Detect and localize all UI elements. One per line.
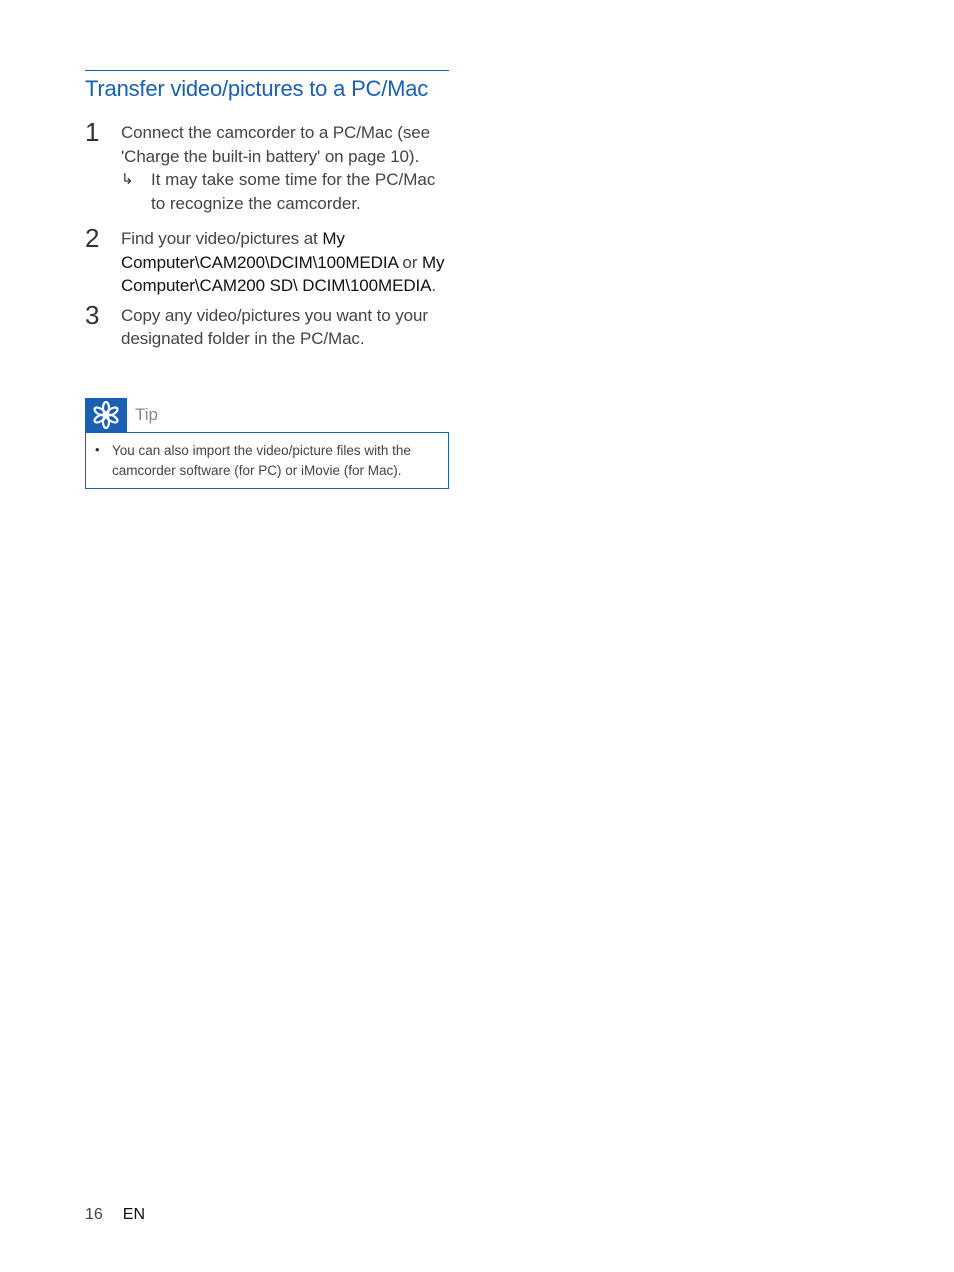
step-2 (85, 223, 449, 298)
result-arrow-icon: ↳ (121, 171, 134, 188)
section-title: Transfer video/pictures to a PC/Mac (85, 76, 429, 101)
step-text-part: or (397, 252, 422, 272)
page-footer (85, 1206, 145, 1224)
asterisk-icon (85, 398, 127, 432)
language-code: EN (122, 1206, 146, 1223)
result-text: It may take some time for the PC/Mac to recognize the camcorder. (151, 170, 436, 213)
bullet-icon: • (95, 442, 100, 457)
tip-body (85, 432, 449, 489)
tip-label: Tip (135, 405, 158, 424)
step-number: 1 (85, 117, 100, 147)
folder-path-internal: My Computer\CAM200\DCIM\100MEDIA (121, 229, 398, 272)
step-text (121, 227, 449, 298)
step-text-part: Find your video/pictures at (121, 229, 323, 248)
tip-header (85, 398, 449, 432)
step-text: Connect the camcorder to a PC/Mac (see 'Charge the built-in battery' on page 10). (121, 123, 430, 166)
folder-path-sd: My Computer\CAM200 SD\ DCIM\100MEDIA (121, 252, 445, 295)
tip-text: You can also import the video/picture files with the camcorder software (for PC) or iMovie (for Mac). (112, 443, 411, 478)
page-number: 16 (85, 1206, 103, 1223)
step-text: Copy any video/pictures you want to your designated folder in the PC/Mac. (121, 305, 428, 348)
step-3 (85, 299, 449, 351)
step-1 (85, 117, 449, 215)
transfer-section (85, 70, 449, 351)
tip-box (85, 398, 449, 489)
step-text-part: . (431, 276, 436, 295)
step-result (121, 168, 449, 215)
step-number: 2 (85, 223, 100, 253)
title-rule (85, 70, 449, 71)
step-number: 3 (85, 299, 100, 330)
